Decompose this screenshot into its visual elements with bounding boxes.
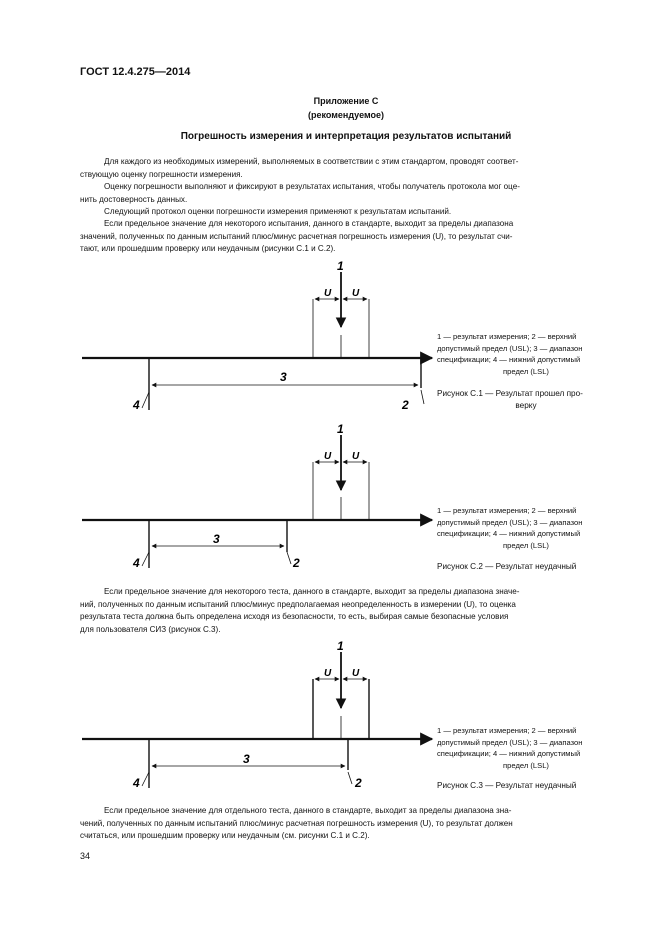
u-label-left: U	[324, 668, 332, 679]
appendix-subtitle: (рекомендуемое)	[308, 110, 384, 120]
label-2: 2	[355, 776, 362, 790]
legend-line: предел (LSL)	[503, 540, 549, 550]
text-line: Если предельное значение для некоторого испытания, данного в стандарте, выходит за пределы диапазона	[104, 219, 514, 228]
text-line: тают, или прошедшим проверку или неудачным (рисунки С.1 и С.2).	[80, 244, 336, 254]
text-line: Следующий протокол оценки погрешности измерения применяют к результатам испытаний.	[104, 207, 452, 216]
label-1: 1	[337, 259, 344, 273]
text-line: для пользователя СИЗ (рисунок С.3).	[80, 624, 221, 634]
label-1: 1	[337, 639, 344, 653]
page-number: 34	[80, 851, 91, 861]
label-2: 2	[293, 556, 300, 570]
legend-line: допустимый предел (USL); 3 — диапазон	[437, 343, 583, 353]
section-title: Погрешность измерения и интерпретация результатов испытаний	[180, 131, 512, 142]
label-4: 4	[133, 556, 140, 570]
lsl-leader	[142, 772, 149, 786]
figure-c3-caption	[437, 780, 615, 792]
middle-paragraph	[80, 586, 612, 636]
caption-line: Рисунок С.3 — Результат неудачный	[437, 781, 577, 790]
text-line: Если предельное значение для некоторого теста, данного в стандарте, выходит за пределы диапазона значе-	[104, 587, 520, 596]
u-label-left: U	[324, 288, 332, 299]
usl-leader	[421, 390, 424, 404]
label-1: 1	[337, 422, 344, 436]
usl-leader	[287, 552, 291, 564]
figure-c2-legend	[437, 505, 615, 551]
text-line: Если предельное значение для отдельного теста, данного в стандарте, выходит за пределы диапазона зна-	[104, 806, 512, 815]
document-header: ГОСТ 12.4.275—2014	[80, 66, 191, 78]
legend-line: 1 — результат измерения; 2 — верхний	[437, 726, 577, 735]
text-line: Для каждого из необходимых измерений, выполняемых в соответствии с этим стандартом, проводят соответ-	[104, 157, 519, 166]
caption-line: Рисунок С.1 — Результат прошел про-	[437, 389, 583, 398]
u-label-right: U	[352, 668, 360, 679]
lsl-leader	[142, 392, 149, 408]
label-2: 2	[402, 398, 409, 412]
legend-line: предел (LSL)	[503, 760, 549, 770]
figure-c2-caption	[437, 561, 615, 573]
text-line: ствующую оценку погрешности измерения.	[80, 169, 243, 179]
text-line: считаться, или прошедшим проверку или неудачным (см. рисунки С.1 и С.2).	[80, 831, 370, 841]
text-line: значений, полученных по данным испытаний плюс/минус расчетная погрешность измерения (U), то результат счи-	[80, 231, 513, 241]
text-line: нить достоверность данных.	[80, 194, 188, 204]
label-4: 4	[133, 398, 140, 412]
label-4: 4	[133, 776, 140, 790]
caption-line: Рисунок С.2 — Результат неудачный	[437, 562, 577, 571]
u-label-right: U	[352, 288, 360, 299]
u-label-right: U	[352, 451, 360, 462]
figure-c3-legend	[437, 725, 615, 771]
text-line: Оценку погрешности выполняют и фиксируют в результатах испытания, чтобы получатель протокола мог оце-	[104, 182, 520, 191]
appendix-title: Приложение С	[313, 96, 379, 106]
legend-line: предел (LSL)	[503, 366, 549, 376]
figure-c2-diagram	[82, 422, 432, 570]
usl-leader	[348, 772, 352, 784]
text-line: чений, полученных по данным испытаний плюс/минус расчетная погрешность измерения (U), то результат должен	[80, 818, 513, 828]
u-label-left: U	[324, 451, 332, 462]
caption-line: верку	[515, 401, 537, 410]
legend-line: 1 — результат измерения; 2 — верхний	[437, 332, 577, 341]
text-line: результата теста должна быть определена исходя из безопасности, то есть, выбирая самые безопасные условия	[80, 612, 509, 622]
label-3: 3	[280, 370, 287, 384]
text-line: ний, полученных по данным испытаний плюс/минус предполагаемая неопределенность в измерении (U), то оценка	[80, 599, 516, 609]
legend-line: спецификации; 4 — нижний допустимый	[437, 749, 581, 759]
figure-c1-caption	[437, 388, 615, 412]
legend-line: допустимый предел (USL); 3 — диапазон	[437, 737, 583, 747]
figure-c1-legend	[437, 331, 615, 377]
label-3: 3	[213, 532, 220, 546]
legend-line: 1 — результат измерения; 2 — верхний	[437, 506, 577, 515]
legend-line: спецификации; 4 — нижний допустимый	[437, 529, 581, 539]
legend-line: спецификации; 4 — нижний допустимый	[437, 355, 581, 365]
lsl-leader	[142, 552, 149, 566]
legend-line: допустимый предел (USL); 3 — диапазон	[437, 517, 583, 527]
figure-c1-diagram	[82, 259, 432, 412]
final-paragraph	[80, 805, 612, 843]
figure-c3-diagram	[82, 639, 432, 790]
label-3: 3	[243, 752, 250, 766]
